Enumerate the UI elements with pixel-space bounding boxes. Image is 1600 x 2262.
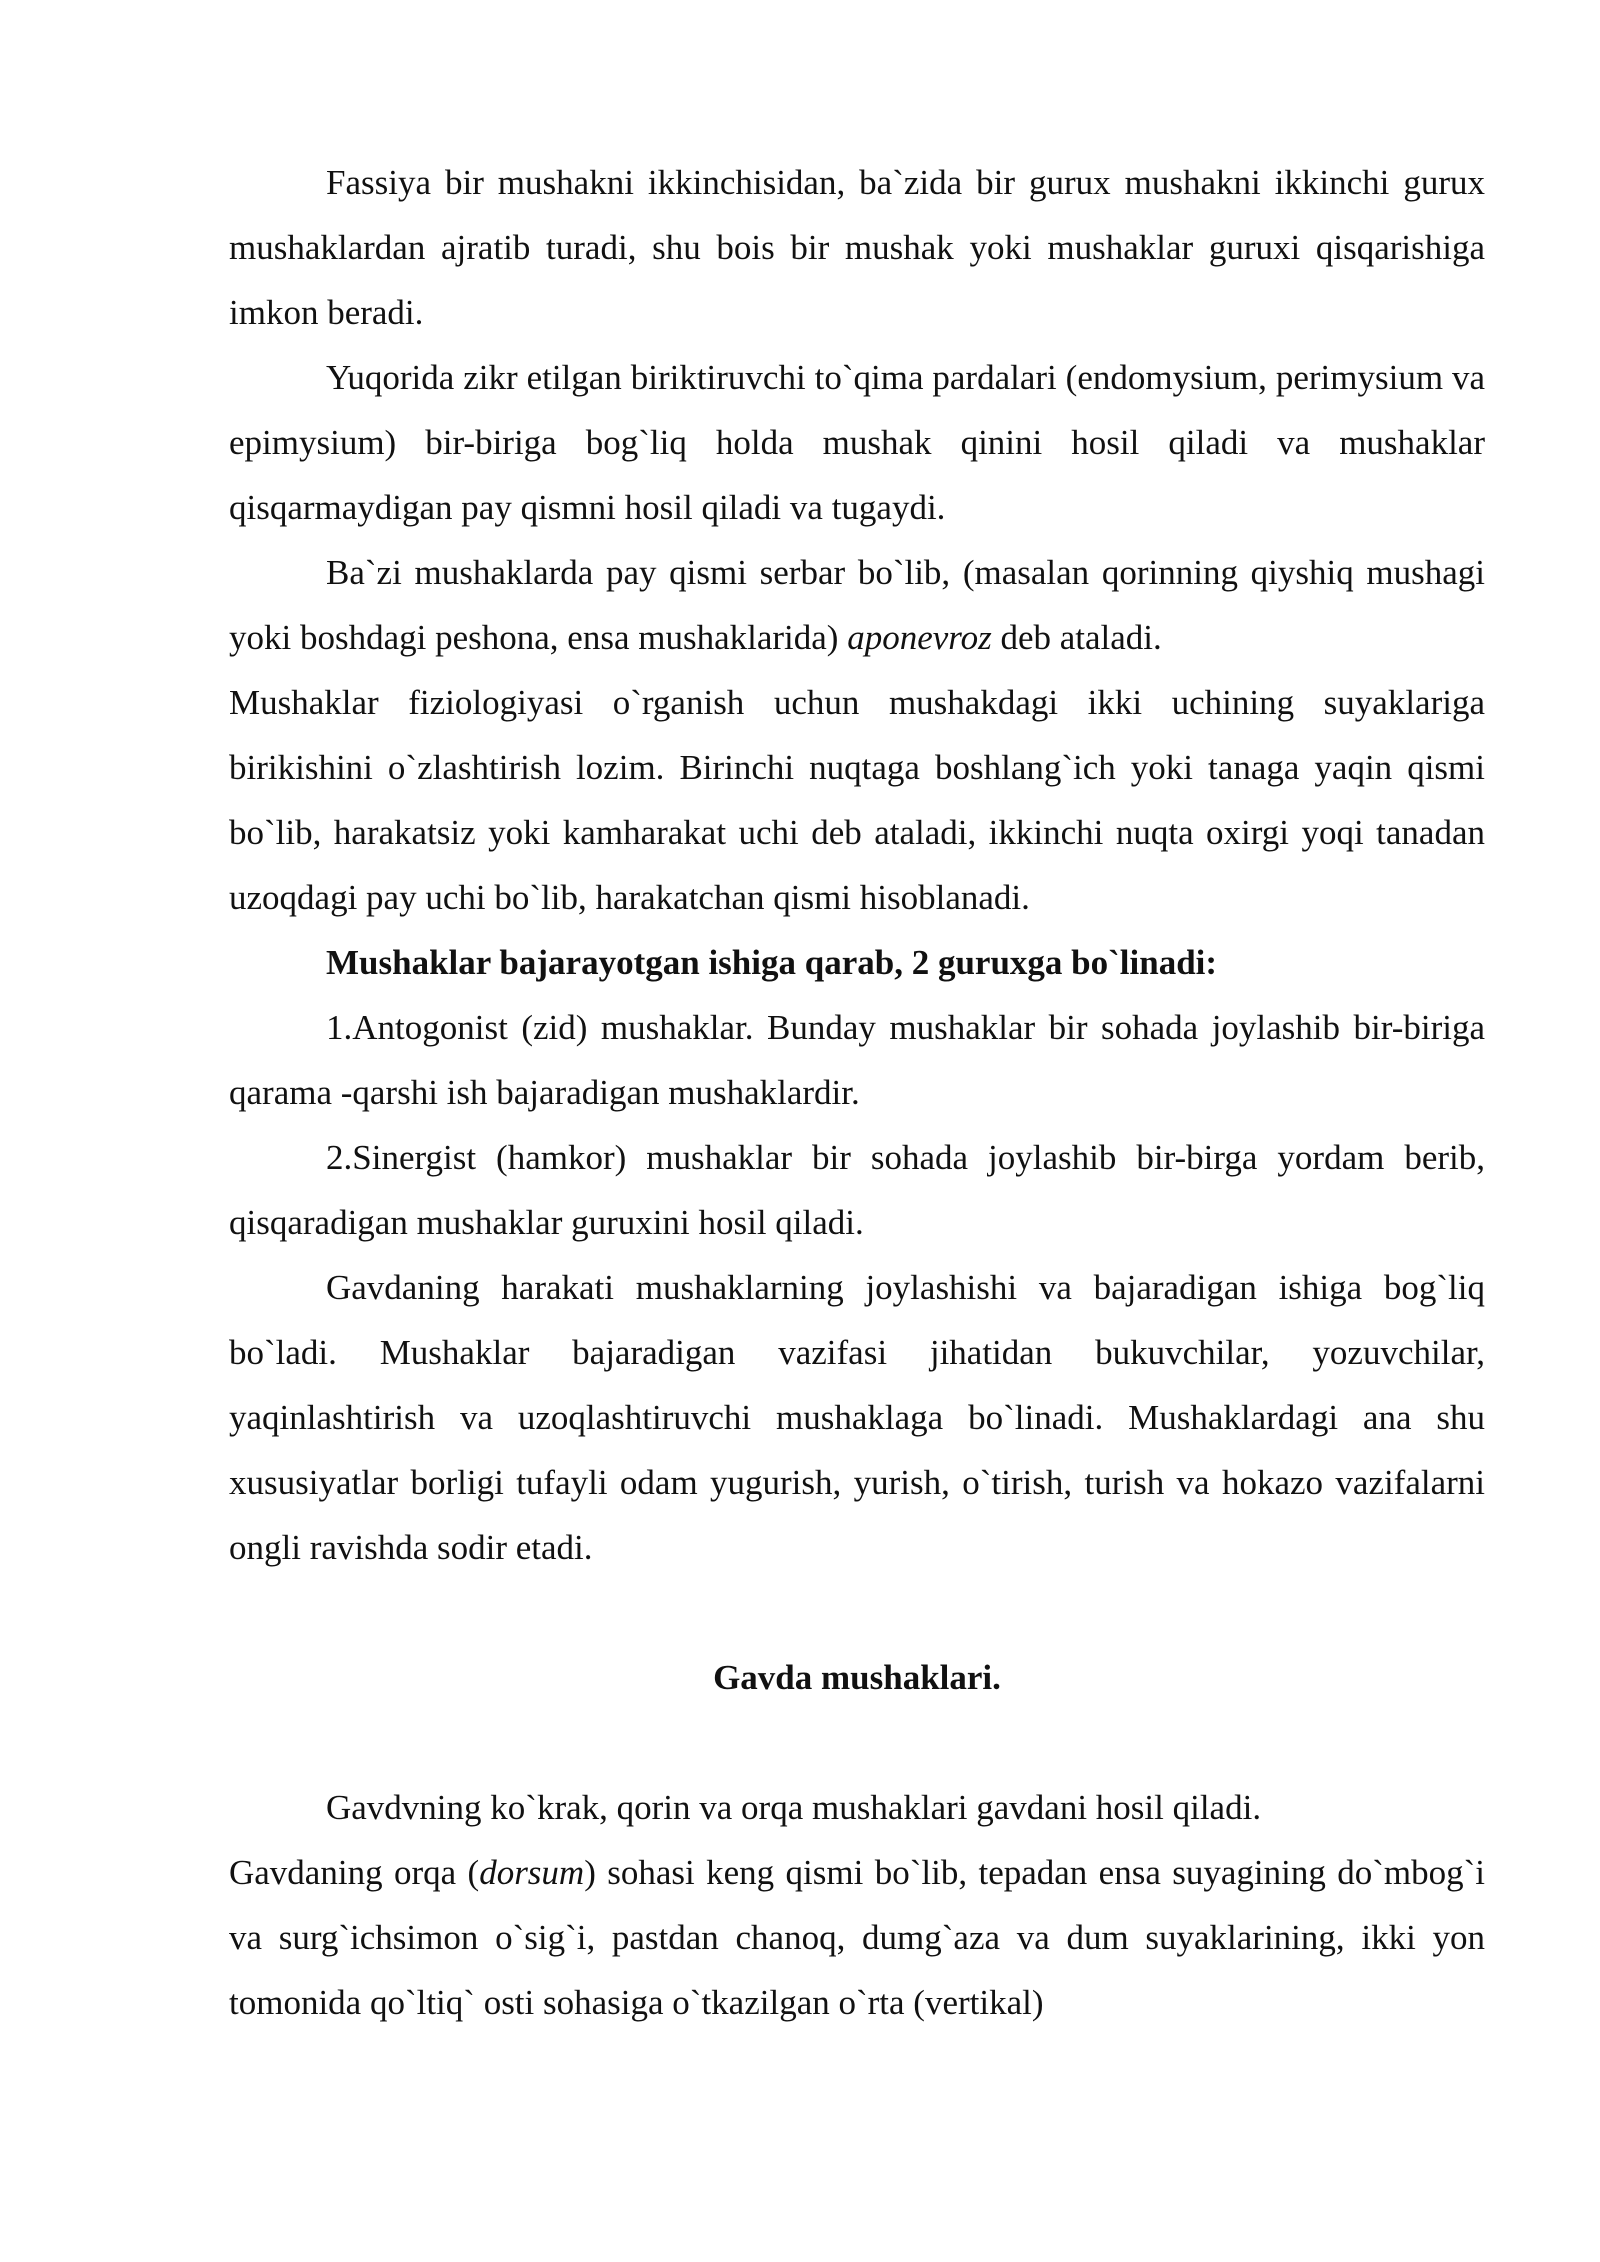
document-body <box>229 150 1485 2035</box>
paragraph-trunk-muscles: Gavdvning ko`krak, qorin va orqa mushaklari gavdani hosil qiladi. <box>326 1788 1262 1827</box>
subheading-muscle-groups: Mushaklar bajarayotgan ishiga qarab, 2 guruxga bo`linadi: <box>326 943 1218 982</box>
list-item-antagonist: 1.Antogonist (zid) mushaklar. Bunday mushaklar bir sohada joylashib bir-biriga qarama -qarshi ish bajaradigan mushaklardir. <box>229 1008 1485 1112</box>
dorsum-term: dorsum <box>479 1853 585 1892</box>
paragraph-aponeurosis-text-end: deb ataladi. <box>991 618 1162 657</box>
paragraph-physiology: Mushaklar fiziologiyasi o`rganish uchun mushakdagi ikki uchining suyaklariga birikishini o`zlashtirish lozim. Birinchi nuqtaga boshlang`ich yoki tanaga yaqin qismi bo`lib, harakatsiz yoki kamharakat uchi deb ataladi, ikkinchi nuqta oxirgi yoqi tanadan uzoqdagi pay uchi bo`lib, harakatchan qismi hisoblanadi. <box>229 683 1485 917</box>
spacer <box>229 1580 1485 1645</box>
paragraph-aponeurosis-text-start: Ba`zi mushaklarda pay qismi serbar bo`lib, (masalan qorinning qiyshiq mushagi yoki boshdagi peshona, ensa mushaklarida) <box>229 553 1485 657</box>
paragraph-fascia: Fassiya bir mushakni ikkinchisidan, ba`zida bir gurux mushakni ikkinchi gurux mushaklardan ajratib turadi, shu bois bir mushak yoki mushaklar guruxi qisqarishiga imkon beradi. <box>229 163 1485 332</box>
aponeurosis-term: aponevroz <box>847 618 992 657</box>
paragraph-body-movement: Gavdaning harakati mushaklarning joylashishi va bajaradigan ishiga bog`liq bo`ladi. Mushaklar bajaradigan vazifasi jihatidan bukuvchilar, yozuvchilar, yaqinlashtirish va uzoqlashtiruvchi mushaklaga bo`linadi. Mushaklardagi ana shu xususiyatlar borligi tufayli odam yugurish, yurish, o`tirish, turish va hokazo vazifalarni ongli ravishda sodir etadi. <box>229 1268 1485 1567</box>
paragraph-connective-tissue: Yuqorida zikr etilgan biriktiruvchi to`qima pardalari (endomysium, perimysium va epimysium) bir-biriga bog`liq holda mushak qinini hosil qiladi va mushaklar qisqarmaydigan pay qismni hosil qiladi va tugaydi. <box>229 358 1485 527</box>
paragraph-dorsum <box>229 1840 1485 2035</box>
paragraph-dorsum-text-start: Gavdaning orqa ( <box>229 1853 480 1892</box>
spacer <box>229 1710 1485 1775</box>
list-item-synergist: 2.Sinergist (hamkor) mushaklar bir sohada joylashib bir-birga yordam berib, qisqaradigan mushaklar guruxini hosil qiladi. <box>229 1138 1485 1242</box>
section-heading: Gavda mushaklari. <box>713 1658 1001 1697</box>
paragraph-aponeurosis <box>229 540 1485 670</box>
paragraph-dorsum-text-end: ) sohasi keng qismi bo`lib, tepadan ensa suyagining do`mbog`i va surg`ichsimon o`sig`i, pastdan chanoq, dumg`aza va dum suyaklarining, ikki yon tomonida qo`ltiq` osti sohasiga o`tkazilgan o`rta (vertikal) <box>229 1853 1485 2022</box>
